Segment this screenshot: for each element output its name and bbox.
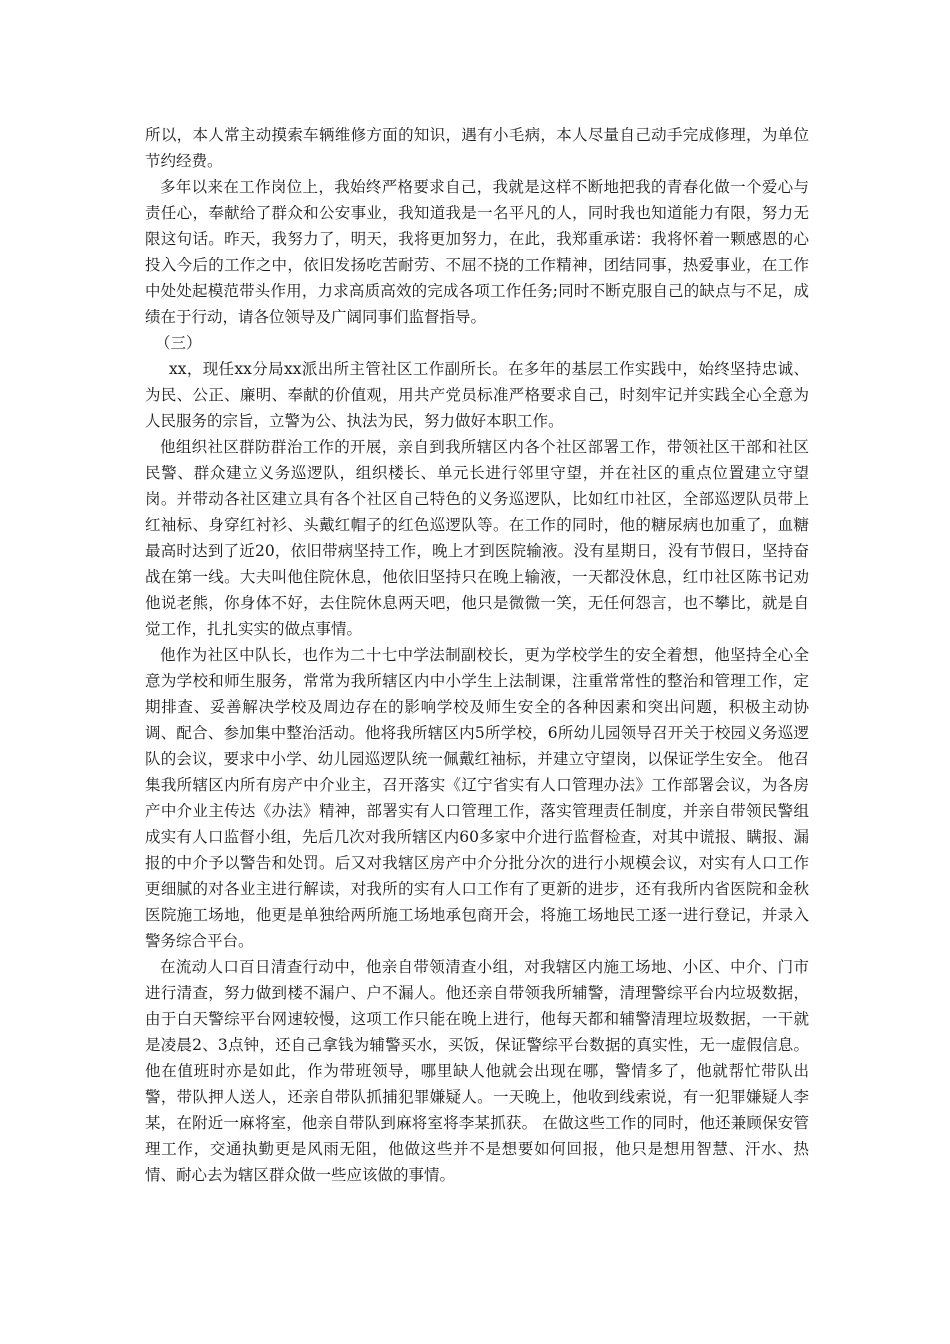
paragraph-school-safety: 他作为社区中队长，也作为二十七中学法制副校长，更为学校学生的安全着想，他坚持全心全意为学校和师生服务，常常为我所辖区内中小学生上法制课，注重常常性的整治和管理工作，定期排查、妥善解决学校及周边存在的影响学校及师生安全的各种因素和突出问题，积极主动协调、配合、参加集中整治活动。他将我所辖区内5所学校，6所幼儿园领导召开关于校园义务巡逻队的会议，要求中小学、幼儿园巡逻队统一佩戴红袖标，并建立守望岗，以保证学生安全。 他召集我所辖区内所有房产中介业主，召开落实《辽宁省实有人口管理办法》工作部署会议，为各房产中介业主传达《办法》精神，部署实有人口管理工作，落实管理责任制度，并亲自带领民警组成实有人口监督小组，先后几次对我所辖区内60多家中介进行监督检查，对其中谎报、瞒报、漏报的中介予以警告和处罚。后又对我辖区房产中介分批分次的进行小规模会议，对实有人口工作更细腻的对各业主进行解读，对我所的实有人口工作有了更新的进步，还有我所内省医院和金秋医院施工场地，他更是单独给两所施工场地承包商开会，将施工场地民工逐一进行登记，并录入警务综合平台。 [145,646,809,950]
paragraph-introduction: xx，现任xx分局xx派出所主管社区工作副所长。在多年的基层工作实践中，始终坚持忠诚、为民、公正、廉明、奉献的价值观，用共产党员标准严格要求自己，时刻牢记并实践全心全意为人民服务的宗旨，立警为公、执法为民，努力做好本职工作。 [145,360,809,430]
paragraph-continuation: 所以，本人常主动摸索车辆维修方面的知识，遇有小毛病，本人尽量自己动手完成修理，为单位节约经费。 [145,126,809,170]
paragraph-commitment: 多年以来在工作岗位上，我始终严格要求自己，我就是这样不断地把我的青春化做一个爱心与责任心，奉献给了群众和公安事业，我知道我是一名平凡的人，同时我也知道能力有限，努力无限这句话。昨天，我努力了，明天，我将更加努力，在此，我郑重承诺：我将怀着一颗感恩的心投入今后的工作之中，依旧发扬吃苦耐劳、不屈不挠的工作精神，团结同事，热爱事业，在工作中处处起模范带头作用，力求高质高效的完成各项工作任务;同时不断克服自己的缺点与不足，成绩在于行动，请各位领导及广阔同事们监督指导。 [145,178,809,326]
document-body [145,122,809,1188]
section-heading-three: （三） [155,334,202,352]
paragraph-community-patrol: 他组织社区群防群治工作的开展，亲自到我所辖区内各个社区部署工作，带领社区干部和社区民警、群众建立义务巡逻队，组织楼长、单元长进行邻里守望，并在社区的重点位置建立守望岗。并带动各社区建立具有各个社区自己特色的义务巡逻队，比如红巾社区，全部巡逻队员带上红袖标、身穿红衬衫、头戴红帽子的红色巡逻队等。在工作的同时，他的糖尿病也加重了，血糖最高时达到了近20，依旧带病坚持工作，晚上才到医院输液。没有星期日，没有节假日，坚持奋战在第一线。大夫叫他住院休息，他依旧坚持只在晚上输液，一天都没休息，红巾社区陈书记劝他说老熊，你身体不好，去住院休息两天吧，他只是微微一笑，无任何怨言，也不攀比，就是自觉工作，扎扎实实的做点事情。 [145,438,809,638]
paragraph-population-check: 在流动人口百日清查行动中，他亲自带领清查小组，对我辖区内施工场地、小区、中介、门市进行清查，努力做到楼不漏户、户不漏人。他还亲自带领我所辅警，清理警综平台内垃圾数据，由于白天警综平台网速较慢，这项工作只能在晚上进行，他每天都和辅警清理垃圾数据，一干就是凌晨2、3点钟，还自己拿钱为辅警买水，买饭，保证警综平台数据的真实性，无一虚假信息。 他在值班时亦是如此，作为带班领导，哪里缺人他就会出现在哪，警情多了，他就帮忙带队出警，带队押人送人，还亲自带队抓捕犯罪嫌疑人。一天晚上，他收到线索说，有一犯罪嫌疑人李某，在附近一麻将室，他亲自带队到麻将室将李某抓获。 在做这些工作的同时，他还兼顾保安管理工作，交通执勤更是风雨无阻，他做这些并不是想要如何回报，他只是想用智慧、汗水、热情、耐心去为辖区群众做一些应该做的事情。 [145,958,809,1184]
